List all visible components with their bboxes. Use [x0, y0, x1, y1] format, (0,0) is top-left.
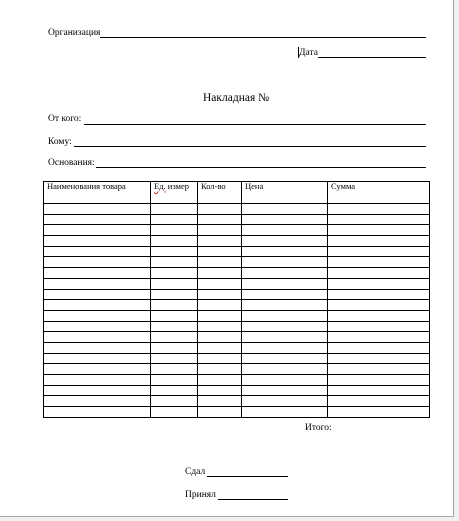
table-cell-name[interactable] — [44, 310, 151, 321]
column-header-price: Цена — [242, 182, 328, 204]
table-cell-quantity[interactable] — [198, 385, 242, 396]
table-cell-price[interactable] — [242, 300, 328, 311]
table-cell-price[interactable] — [242, 268, 328, 279]
table-cell-name[interactable] — [44, 396, 151, 407]
table-cell-unit[interactable] — [151, 204, 198, 215]
document-title: Накладная № — [203, 92, 270, 104]
date-line[interactable] — [318, 57, 426, 58]
column-header-unit: Ед. измер — [151, 182, 198, 204]
table-row — [44, 300, 430, 311]
total-label: Итого: — [305, 423, 332, 433]
table-cell-sum[interactable] — [328, 204, 430, 215]
table-cell-price[interactable] — [242, 246, 328, 257]
table-cell-name[interactable] — [44, 257, 151, 268]
table-row — [44, 236, 430, 247]
table-cell-unit[interactable] — [151, 236, 198, 247]
column-header-quantity: Кол-во — [198, 182, 242, 204]
table-cell-quantity[interactable] — [198, 236, 242, 247]
table-cell-sum[interactable] — [328, 310, 430, 321]
table-cell-unit[interactable] — [151, 407, 198, 418]
table-cell-name[interactable] — [44, 364, 151, 375]
table-cell-name[interactable] — [44, 236, 151, 247]
table-cell-quantity[interactable] — [198, 278, 242, 289]
table-cell-name[interactable] — [44, 332, 151, 343]
table-row — [44, 321, 430, 332]
table-cell-sum[interactable] — [328, 246, 430, 257]
table-cell-unit[interactable] — [151, 332, 198, 343]
organization-line[interactable] — [100, 37, 426, 38]
table-cell-price[interactable] — [242, 385, 328, 396]
table-cell-price[interactable] — [242, 225, 328, 236]
table-cell-unit[interactable] — [151, 385, 198, 396]
table-cell-price[interactable] — [242, 310, 328, 321]
table-row — [44, 385, 430, 396]
table-cell-unit[interactable] — [151, 300, 198, 311]
table-cell-quantity[interactable] — [198, 396, 242, 407]
table-cell-unit[interactable] — [151, 310, 198, 321]
table-cell-price[interactable] — [242, 214, 328, 225]
table-cell-unit[interactable] — [151, 214, 198, 225]
column-header-sum: Сумма — [328, 182, 430, 204]
table-cell-sum[interactable] — [328, 257, 430, 268]
table-cell-unit[interactable] — [151, 375, 198, 386]
table-cell-price[interactable] — [242, 257, 328, 268]
table-row — [44, 396, 430, 407]
table-cell-quantity[interactable] — [198, 204, 242, 215]
to-label: Кому: — [48, 137, 72, 147]
organization-label: Организация — [48, 28, 101, 38]
table-row — [44, 289, 430, 300]
basis-line[interactable] — [96, 167, 426, 168]
table-row — [44, 204, 430, 215]
table-cell-quantity[interactable] — [198, 225, 242, 236]
table-row — [44, 278, 430, 289]
table-cell-unit[interactable] — [151, 246, 198, 257]
table-cell-name[interactable] — [44, 300, 151, 311]
table-cell-quantity[interactable] — [198, 310, 242, 321]
table-cell-sum[interactable] — [328, 342, 430, 353]
table-cell-price[interactable] — [242, 364, 328, 375]
table-cell-name[interactable] — [44, 407, 151, 418]
basis-label: Основания: — [48, 158, 95, 168]
table-cell-sum[interactable] — [328, 300, 430, 311]
table-cell-unit[interactable] — [151, 257, 198, 268]
received-signature-line[interactable] — [218, 499, 288, 500]
table-cell-sum[interactable] — [328, 364, 430, 375]
table-cell-quantity[interactable] — [198, 257, 242, 268]
table-cell-sum[interactable] — [328, 289, 430, 300]
table-row — [44, 214, 430, 225]
handed-signature-line[interactable] — [207, 476, 288, 477]
table-row — [44, 375, 430, 386]
table-cell-quantity[interactable] — [198, 342, 242, 353]
table-cell-unit[interactable] — [151, 353, 198, 364]
table-cell-unit[interactable] — [151, 225, 198, 236]
table-cell-name[interactable] — [44, 385, 151, 396]
table-row — [44, 310, 430, 321]
table-cell-price[interactable] — [242, 289, 328, 300]
table-cell-quantity[interactable] — [198, 407, 242, 418]
table-cell-name[interactable] — [44, 214, 151, 225]
received-label: Принял — [185, 490, 216, 500]
table-cell-sum[interactable] — [328, 332, 430, 343]
table-cell-name[interactable] — [44, 353, 151, 364]
table-cell-unit[interactable] — [151, 278, 198, 289]
table-cell-sum[interactable] — [328, 214, 430, 225]
table-cell-sum[interactable] — [328, 236, 430, 247]
table-cell-name[interactable] — [44, 246, 151, 257]
table-cell-sum[interactable] — [328, 375, 430, 386]
table-cell-sum[interactable] — [328, 225, 430, 236]
table-cell-price[interactable] — [242, 332, 328, 343]
table-cell-name[interactable] — [44, 278, 151, 289]
table-cell-quantity[interactable] — [198, 375, 242, 386]
from-line[interactable] — [84, 124, 426, 125]
table-cell-price[interactable] — [242, 204, 328, 215]
table-cell-sum[interactable] — [328, 268, 430, 279]
to-line[interactable] — [74, 146, 426, 147]
table-row — [44, 225, 430, 236]
table-cell-quantity[interactable] — [198, 246, 242, 257]
table-cell-quantity[interactable] — [198, 364, 242, 375]
table-cell-sum[interactable] — [328, 353, 430, 364]
table-cell-sum[interactable] — [328, 278, 430, 289]
table-cell-quantity[interactable] — [198, 289, 242, 300]
table-cell-sum[interactable] — [328, 321, 430, 332]
table-cell-quantity[interactable] — [198, 321, 242, 332]
table-row — [44, 268, 430, 279]
goods-table — [43, 181, 430, 418]
table-cell-price[interactable] — [242, 407, 328, 418]
table-cell-unit[interactable] — [151, 396, 198, 407]
table-cell-name[interactable] — [44, 375, 151, 386]
table-cell-unit[interactable] — [151, 342, 198, 353]
table-row — [44, 353, 430, 364]
goods-table-body — [44, 204, 430, 418]
table-cell-price[interactable] — [242, 353, 328, 364]
table-cell-name[interactable] — [44, 289, 151, 300]
table-cell-quantity[interactable] — [198, 214, 242, 225]
table-cell-sum[interactable] — [328, 396, 430, 407]
table-header-row — [44, 182, 430, 204]
table-cell-unit[interactable] — [151, 321, 198, 332]
table-cell-quantity[interactable] — [198, 353, 242, 364]
table-cell-name[interactable] — [44, 268, 151, 279]
table-cell-price[interactable] — [242, 396, 328, 407]
table-cell-unit[interactable] — [151, 268, 198, 279]
table-row — [44, 364, 430, 375]
handed-label: Сдал — [185, 467, 206, 477]
table-cell-unit[interactable] — [151, 289, 198, 300]
table-row — [44, 257, 430, 268]
table-cell-quantity[interactable] — [198, 268, 242, 279]
table-cell-name[interactable] — [44, 342, 151, 353]
table-cell-price[interactable] — [242, 321, 328, 332]
table-cell-unit[interactable] — [151, 364, 198, 375]
table-row — [44, 246, 430, 257]
table-cell-sum[interactable] — [328, 385, 430, 396]
table-cell-price[interactable] — [242, 236, 328, 247]
table-cell-sum[interactable] — [328, 407, 430, 418]
table-cell-price[interactable] — [242, 375, 328, 386]
table-cell-quantity[interactable] — [198, 332, 242, 343]
table-row — [44, 332, 430, 343]
table-cell-price[interactable] — [242, 278, 328, 289]
from-label: От кого: — [48, 114, 82, 124]
table-cell-name[interactable] — [44, 321, 151, 332]
table-row — [44, 342, 430, 353]
table-cell-name[interactable] — [44, 225, 151, 236]
table-row — [44, 407, 430, 418]
table-cell-price[interactable] — [242, 342, 328, 353]
table-cell-quantity[interactable] — [198, 300, 242, 311]
column-header-name: Наименования товара — [44, 182, 151, 204]
date-label: Дата — [299, 48, 318, 58]
table-cell-name[interactable] — [44, 204, 151, 215]
